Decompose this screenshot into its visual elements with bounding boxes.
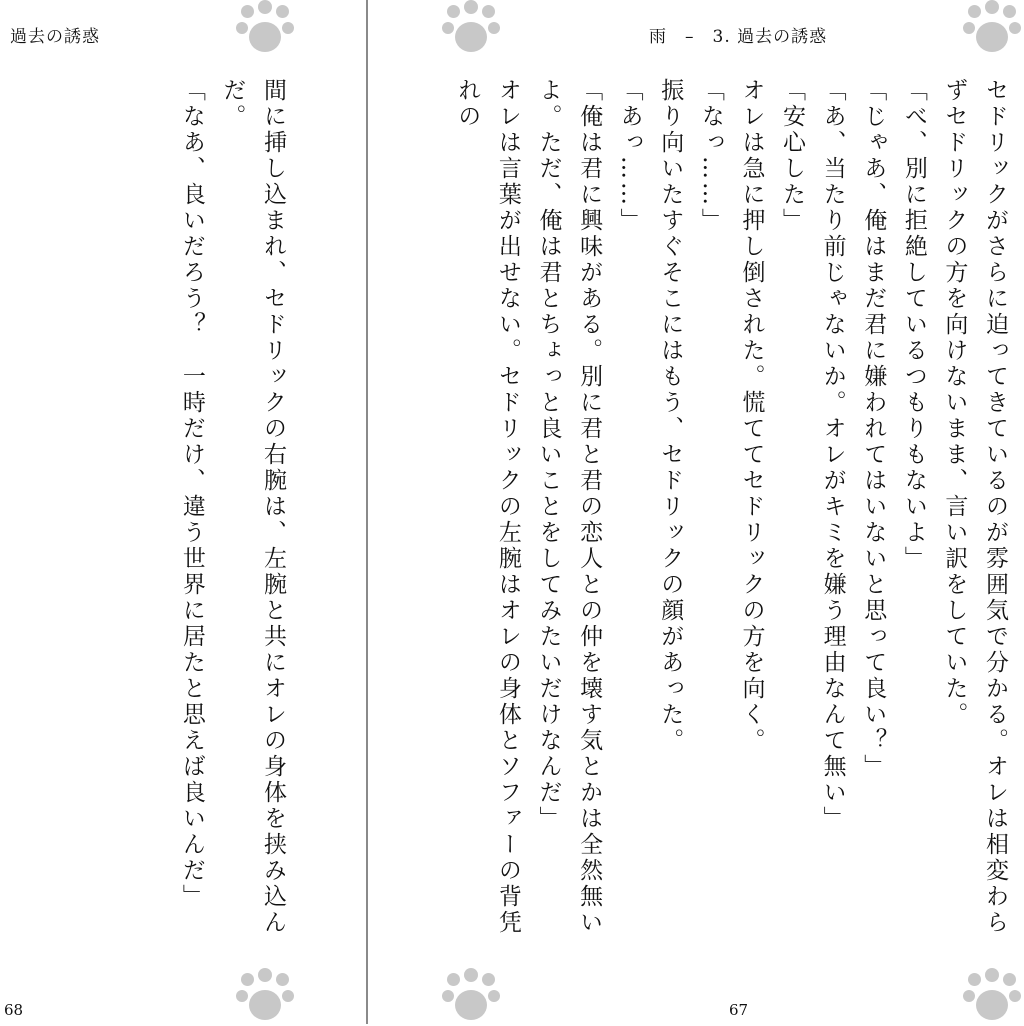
paragraph: オレは言葉が出せない。セドリックの左腕はオレの身体とソファーの背凭れの bbox=[454, 78, 521, 936]
right-body-text bbox=[444, 78, 1015, 958]
paragraph: 「俺は君に興味がある。別に君と君の恋人との仲を壊す気とかは全然無いよ。ただ、俺は君とちょっと良いことをしてみたいだけなんだ」 bbox=[535, 78, 603, 936]
paw-print-icon bbox=[442, 0, 500, 58]
paw-print-icon bbox=[963, 968, 1021, 1026]
paw-print-icon bbox=[442, 968, 500, 1026]
paragraph: 間に挿し込まれ、セドリックの右腕は、左腕と共にオレの身体を挟み込んだ。 bbox=[219, 78, 286, 936]
paw-print-icon bbox=[236, 968, 294, 1026]
paw-print-icon bbox=[963, 0, 1021, 58]
paragraph: 振り向いたすぐそこにはもう、セドリックの顔があった。 bbox=[657, 78, 684, 754]
paragraph: 「あ、当たり前じゃないか。オレがキミを嫌う理由なんて無い」 bbox=[819, 78, 846, 832]
left-running-header: 過去の誘惑 bbox=[10, 27, 100, 47]
left-page-number: 68 bbox=[4, 1001, 24, 1019]
paragraph: 「べ、別に拒絶しているつもりもないよ」 bbox=[900, 78, 927, 572]
paragraph: 「じゃあ、俺はまだ君に嫌われてはいないと思って良い？」 bbox=[860, 78, 887, 780]
paragraph: 「なあ、良いだろう？ 一時だけ、違う世界に居たと思えば良いんだ」 bbox=[178, 78, 205, 910]
paragraph: 「安心した」 bbox=[779, 78, 806, 234]
left-body-text bbox=[168, 78, 293, 958]
right-page bbox=[369, 0, 1024, 1024]
right-page-number: 67 bbox=[729, 1001, 749, 1019]
paw-print-icon bbox=[236, 0, 294, 58]
paragraph: 「あっ……」 bbox=[616, 78, 643, 234]
paragraph: オレは急に押し倒された。慌ててセドリックの方を向く。 bbox=[738, 78, 765, 754]
paragraph: セドリックがさらに迫ってきているのが雰囲気で分かる。オレは相変わらずセドリックの方を向けないまま、言い訳をしていた。 bbox=[941, 78, 1008, 936]
paragraph: 「なっ……」 bbox=[697, 78, 724, 234]
left-page bbox=[0, 0, 367, 1024]
page-gutter-divider bbox=[366, 0, 368, 1024]
right-running-header: 雨 – 3. 過去の誘惑 bbox=[649, 27, 828, 47]
